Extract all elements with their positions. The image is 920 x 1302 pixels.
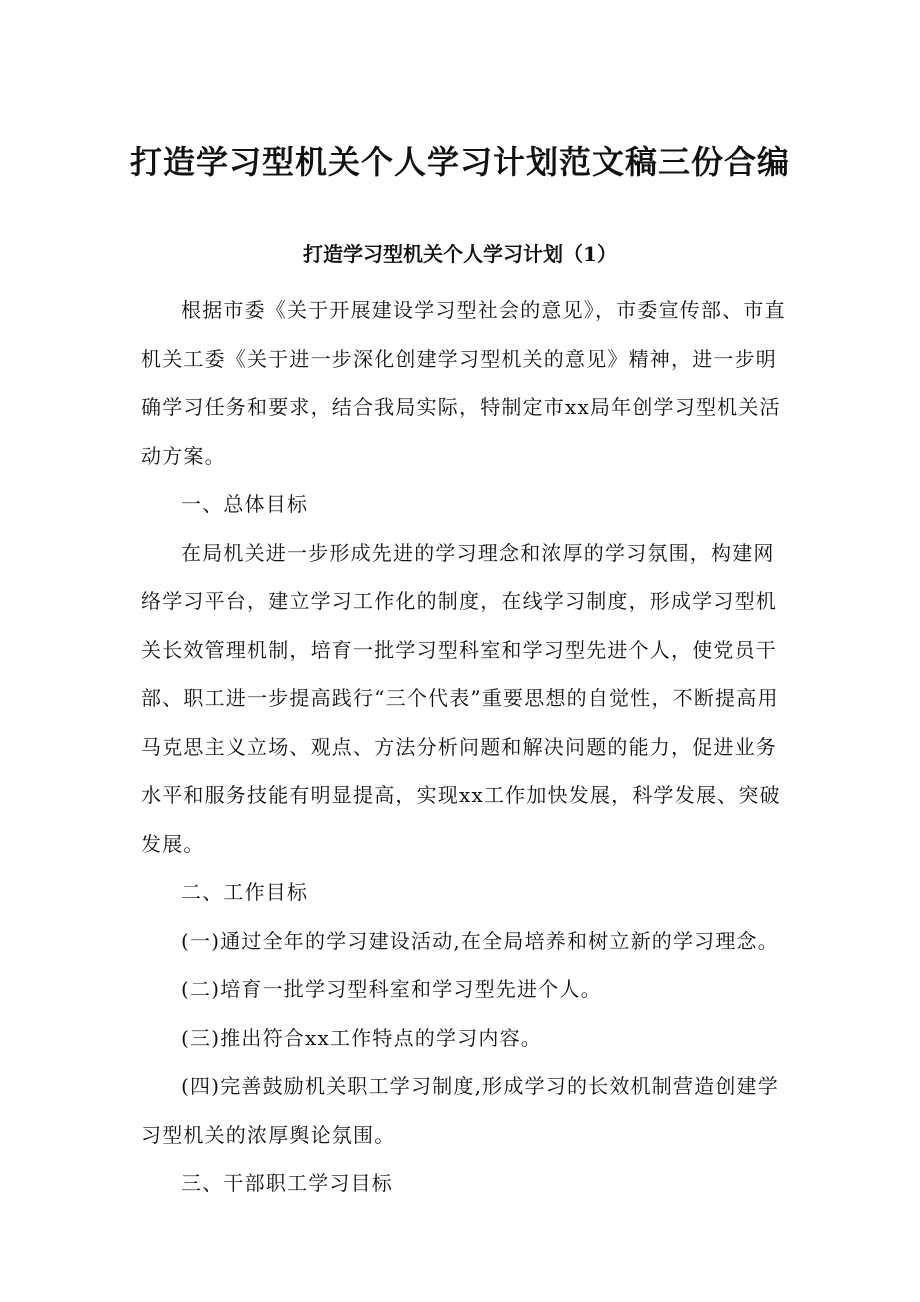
list-item-work-goal-1: (一)通过全年的学习建设活动,在全局培养和树立新的学习理念。 <box>181 928 779 953</box>
paragraph-overall-goal: 在局机关进一步形成先进的学习理念和浓厚的学习氛围，构建网络学习平台，建立学习工作化的制度，在线学习制度，形成学习型机关长效管理机制，培育一批学习型科室和学习型先进个人，使党员干部、职工进一步提高践行“三个代表”重要思想的自觉性，不断提高用马克思主义立场、观点、方法分析问题和解决问题的能力，促进业务水平和服务技能有明显提高，实现xx工作加快发展，科学发展、突破发展。 <box>141 540 781 856</box>
heading-work-goal: 二、工作目标 <box>181 880 309 904</box>
heading-staff-learning-goal: 三、干部职工学习目标 <box>181 1171 393 1195</box>
heading-overall-goal: 一、总体目标 <box>181 492 309 516</box>
document-body <box>141 286 793 1208</box>
paragraph-intro: 根据市委《关于开展建设学习型社会的意见》，市委宣传部、市直机关工委《关于进一步深化创建学习型机关的意见》精神，进一步明确学习任务和要求，结合我局实际，特制定市xx局年创学习型机关活动方案。 <box>141 298 786 468</box>
list-item-work-goal-2: (二)培育一批学习型科室和学习型先进个人。 <box>181 977 602 1001</box>
list-item-work-goal-3: (三)推出符合xx工作特点的学习内容。 <box>181 1025 542 1050</box>
list-item-work-goal-4: (四)完善鼓励机关职工学习制度,形成学习的长效机制营造创建学习型机关的浓厚舆论氛围。 <box>141 1074 779 1147</box>
section-subtitle: 打造学习型机关个人学习计划（1） <box>303 242 617 266</box>
document-title: 打造学习型机关个人学习计划范文稿三份合编 <box>129 143 790 181</box>
